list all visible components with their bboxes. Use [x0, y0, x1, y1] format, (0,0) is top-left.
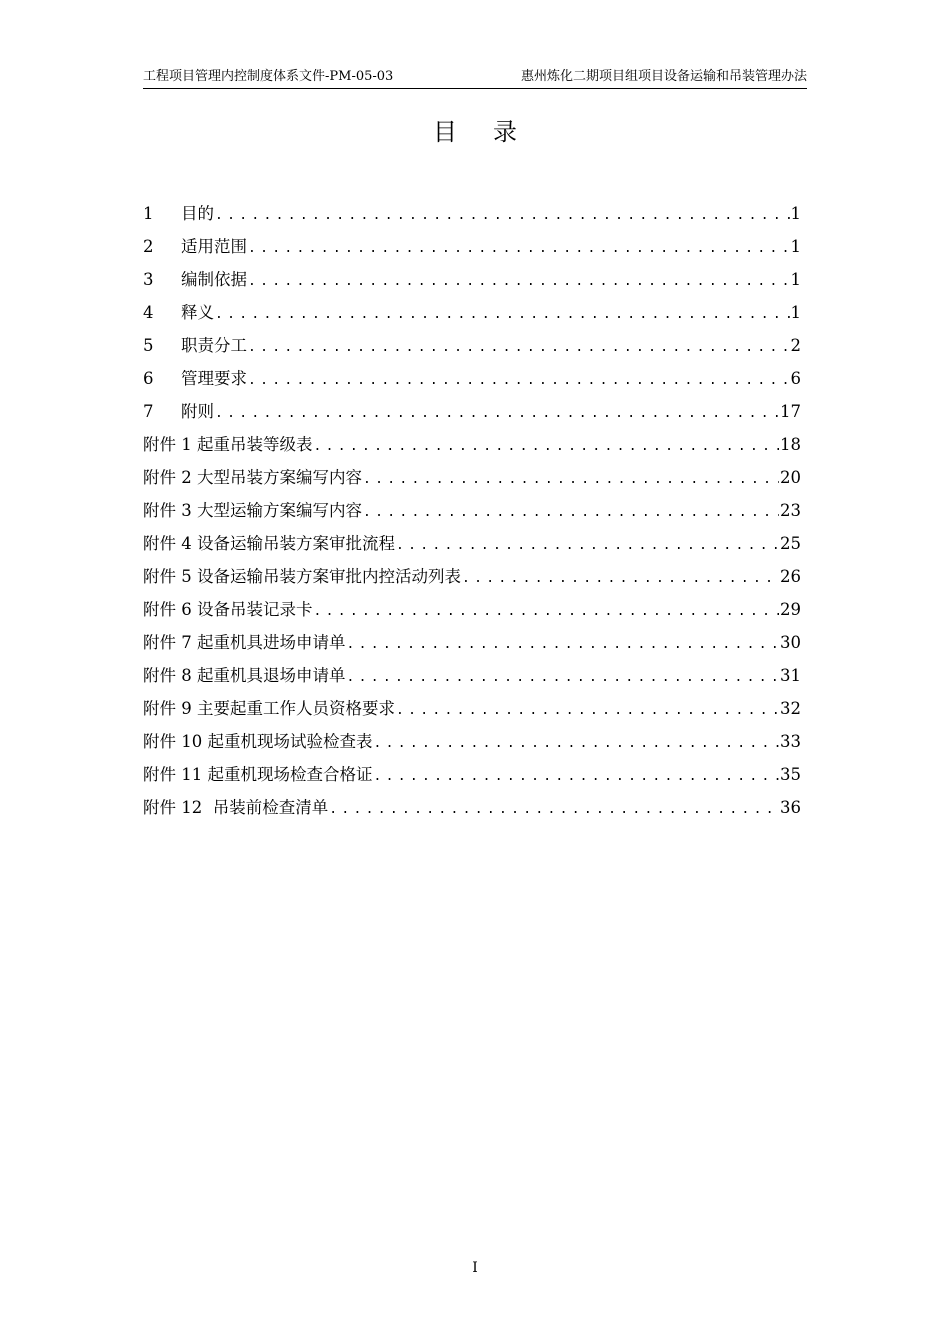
toc-entry-number: 6 [143, 369, 154, 388]
page-header [143, 68, 807, 89]
toc-entry-prefix: 附件 9 [143, 699, 197, 718]
toc-dot-leader [363, 466, 779, 494]
toc-entry-prefix: 附件 1 [143, 435, 197, 454]
toc-entry-number: 4 [143, 303, 154, 322]
toc-entry-title: 主要起重工作人员资格要求 [197, 699, 395, 718]
toc-entry[interactable] [143, 332, 801, 365]
page-number: I [472, 1260, 478, 1276]
toc-dot-leader [347, 631, 780, 659]
toc-entry-page: 1 [790, 303, 801, 322]
toc-entry-page: 17 [780, 402, 801, 421]
toc-entry-number: 1 [143, 204, 154, 223]
toc-entry-title: 大型运输方案编写内容 [197, 501, 362, 520]
toc-entry-title: 适用范围 [181, 237, 247, 256]
toc-dot-leader [374, 730, 780, 758]
toc-entry[interactable] [143, 431, 801, 464]
toc-entry-number: 2 [143, 237, 154, 256]
table-of-contents [143, 200, 801, 827]
toc-entry-page: 20 [780, 468, 801, 487]
toc-entry[interactable] [143, 794, 801, 827]
toc-entry-prefix: 附件 8 [143, 666, 197, 685]
toc-dot-leader [314, 598, 780, 626]
toc-entry[interactable] [143, 596, 801, 629]
toc-entry-title: 释义 [181, 303, 214, 322]
toc-entry-title: 吊装前检查清单 [212, 798, 329, 817]
toc-entry[interactable] [143, 299, 801, 332]
page-title: 目录 [433, 118, 553, 146]
toc-entry[interactable] [143, 530, 801, 563]
toc-entry[interactable] [143, 200, 801, 233]
toc-entry-title: 起重机具退场申请单 [197, 666, 346, 685]
toc-entry-title: 职责分工 [181, 336, 247, 355]
toc-entry[interactable] [143, 662, 801, 695]
toc-dot-leader [396, 532, 779, 560]
toc-entry-prefix: 附件 3 [143, 501, 197, 520]
toc-dot-leader [374, 763, 780, 791]
toc-entry-page: 26 [780, 567, 801, 586]
toc-entry-title: 目的 [181, 204, 214, 223]
toc-entry-title: 管理要求 [181, 369, 247, 388]
toc-dot-leader [462, 565, 779, 593]
toc-dot-leader [363, 499, 779, 527]
toc-entry[interactable] [143, 464, 801, 497]
toc-entry-title: 起重机现场试验检查表 [207, 732, 373, 751]
toc-entry-page: 2 [790, 336, 801, 355]
toc-entry-title: 大型吊装方案编写内容 [197, 468, 362, 487]
toc-entry-page: 1 [790, 204, 801, 223]
toc-entry[interactable] [143, 266, 801, 299]
toc-entry-title: 起重机具进场申请单 [197, 633, 346, 652]
toc-entry-prefix: 附件 5 [143, 567, 197, 586]
toc-entry-number: 7 [143, 402, 154, 421]
toc-entry[interactable] [143, 563, 801, 596]
toc-entry-prefix: 附件 12 [143, 798, 213, 817]
toc-entry-page: 29 [780, 600, 801, 619]
toc-entry[interactable] [143, 695, 801, 728]
toc-entry-number: 3 [143, 270, 154, 289]
toc-entry-title: 编制依据 [181, 270, 247, 289]
toc-entry-title: 设备吊装记录卡 [197, 600, 313, 619]
toc-entry-page: 1 [790, 270, 801, 289]
toc-entry-page: 25 [780, 534, 801, 553]
toc-entry-title: 起重机现场检查合格证 [207, 765, 373, 784]
toc-entry-prefix: 附件 2 [143, 468, 197, 487]
toc-entry-title: 附则 [181, 402, 214, 421]
toc-entry-prefix: 附件 7 [143, 633, 197, 652]
toc-dot-leader [248, 367, 790, 395]
toc-entry[interactable] [143, 233, 801, 266]
toc-entry-prefix: 附件 4 [143, 534, 197, 553]
toc-entry[interactable] [143, 398, 801, 431]
toc-entry[interactable] [143, 728, 801, 761]
toc-dot-leader [215, 202, 790, 230]
toc-entry[interactable] [143, 497, 801, 530]
toc-entry-page: 32 [780, 699, 801, 718]
toc-entry-page: 30 [780, 633, 801, 652]
toc-entry-page: 1 [790, 237, 801, 256]
toc-entry-page: 36 [780, 798, 801, 817]
toc-entry-prefix: 附件 6 [143, 600, 197, 619]
toc-entry-number: 5 [143, 336, 154, 355]
toc-entry[interactable] [143, 629, 801, 662]
toc-entry-page: 33 [780, 732, 801, 751]
header-document-code: 工程项目管理内控制度体系文件-PM-05-03 [143, 69, 394, 84]
toc-dot-leader [347, 664, 780, 692]
toc-entry-prefix: 附件 10 [143, 732, 208, 751]
toc-dot-leader [329, 796, 779, 824]
toc-entry-page: 23 [780, 501, 801, 520]
toc-entry[interactable] [143, 365, 801, 398]
toc-dot-leader [248, 268, 790, 296]
toc-entry-title: 设备运输吊装方案审批流程 [197, 534, 395, 553]
header-document-title: 惠州炼化二期项目组项目设备运输和吊装管理办法 [520, 69, 807, 84]
toc-entry-page: 31 [780, 666, 801, 685]
toc-dot-leader [396, 697, 779, 725]
toc-entry-page: 6 [790, 369, 801, 388]
toc-dot-leader [248, 235, 790, 263]
toc-entry[interactable] [143, 761, 801, 794]
toc-entry-title: 设备运输吊装方案审批内控活动列表 [197, 567, 461, 586]
toc-entry-prefix: 附件 11 [143, 765, 208, 784]
toc-dot-leader [314, 433, 780, 461]
toc-entry-page: 18 [780, 435, 801, 454]
toc-dot-leader [215, 301, 790, 329]
toc-dot-leader [248, 334, 790, 362]
toc-entry-title: 起重吊装等级表 [197, 435, 313, 454]
toc-dot-leader [215, 400, 779, 428]
toc-entry-page: 35 [780, 765, 801, 784]
